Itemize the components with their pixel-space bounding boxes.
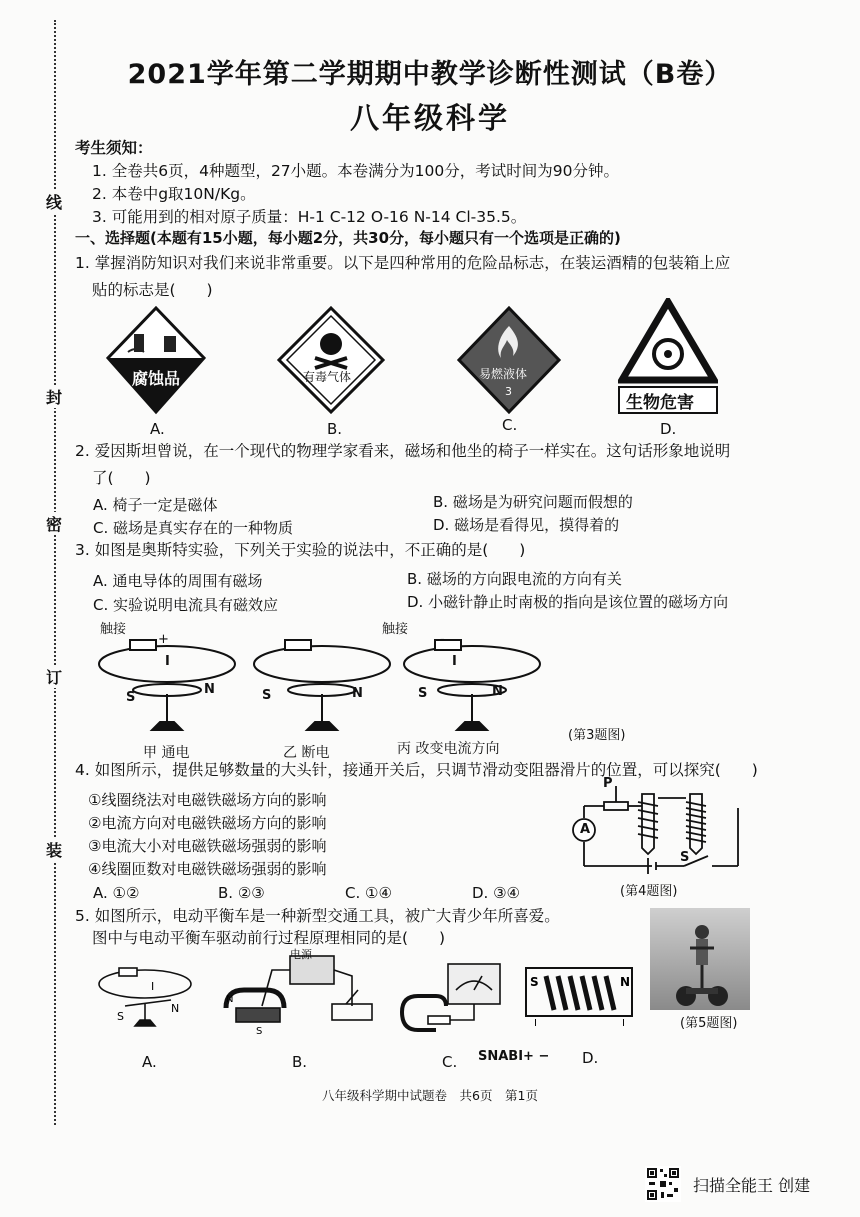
question-1-text: 贴的标志是( ): [92, 281, 213, 299]
statement-item: ④线圈匝数对电磁铁磁场强弱的影响: [88, 860, 327, 878]
notice-item: 2. 本卷中g取10N/Kg。: [92, 185, 256, 203]
fig-5a-oersted-icon: [95, 960, 195, 1030]
option-label: B.: [327, 420, 343, 438]
section-heading: 一、选择题(本题有15小题，每小题2分，共30分，每小题只有一个选项是正确的): [75, 229, 621, 247]
binding-char: 线: [42, 190, 66, 213]
figure-note: (第5题图): [680, 1016, 738, 1031]
figure-note: (第3题图): [568, 728, 626, 743]
figure-caption: 丙 改变电流方向: [397, 741, 500, 757]
option-label: B.: [292, 1053, 308, 1071]
option-label: C.: [502, 416, 518, 434]
balance-scooter-photo: [650, 908, 750, 1010]
question-1-text: 1. 掌握消防知识对我们来说非常重要。以下是四种常用的危险品标志，在装运酒精的包装箱上应: [75, 254, 731, 272]
question-5-text: 5. 如图所示，电动平衡车是一种新型交通工具，被广大青少年所喜爱。: [75, 907, 560, 925]
option: A. 椅子一定是磁体: [93, 496, 218, 514]
notice-item: 3. 可能用到的相对原子质量：H-1 C-12 O-16 N-14 Cl-35.5。: [92, 208, 527, 226]
option: A. ①②: [93, 884, 140, 902]
figure-label: N: [492, 684, 503, 699]
option: B. 磁场是为研究问题而假想的: [433, 493, 633, 511]
biohazard-sign-icon: [618, 298, 718, 386]
figure-label: A: [580, 822, 591, 837]
svg-text:N: N: [171, 1002, 180, 1015]
figure-label: I: [452, 654, 457, 669]
svg-text:N: N: [226, 994, 234, 1005]
option: C. 磁场是真实存在的一种物质: [93, 519, 294, 537]
figure-label: I: [165, 654, 170, 669]
sign-number: 3: [505, 385, 512, 398]
binding-char: 订: [42, 665, 66, 688]
figure-label: -: [440, 632, 445, 647]
option-label: D.: [582, 1049, 599, 1067]
option: B. ②③: [218, 884, 265, 902]
option: B. 磁场的方向跟电流的方向有关: [407, 570, 622, 588]
figure-label: 触接: [382, 622, 409, 637]
option-label: A.: [150, 420, 165, 438]
sign-label: 腐蚀品: [132, 369, 181, 388]
figure-label: +: [158, 632, 169, 647]
figure-note: (第4题图): [620, 884, 678, 899]
figure-label: S: [680, 850, 690, 865]
figure-caption: SNABI+ −: [478, 1049, 550, 1064]
page-footer: 八年级科学期中试题卷 共6页 第1页: [322, 1088, 538, 1103]
sign-label: 生物危害: [626, 393, 694, 413]
svg-text:S: S: [530, 975, 539, 989]
option: C. 实验说明电流具有磁效应: [93, 596, 279, 614]
figure-label: S: [126, 690, 136, 705]
binding-char: 密: [42, 512, 66, 535]
fig-5c-generator-icon: [396, 960, 506, 1040]
figure-caption: 乙 断电: [283, 745, 330, 761]
scanner-watermark: [645, 1166, 845, 1200]
corrosive-sign-icon: [106, 306, 206, 416]
question-5-text: 图中与电动平衡车驱动前行过程原理相同的是( ): [92, 929, 446, 947]
svg-text:N: N: [620, 975, 631, 989]
question-2-text: 了( ): [92, 469, 151, 487]
sign-label: 有毒气体: [303, 370, 352, 384]
svg-text:I: I: [534, 1018, 537, 1028]
exam-title: 2021学年第二学期期中教学诊断性测试（B卷）: [127, 59, 733, 90]
question-4-text: 4. 如图所示，提供足够数量的大头针，接通开关后，只调节滑动变阻器滑片的位置，可以探究( ): [75, 761, 758, 779]
exam-subtitle: 八年级科学: [349, 101, 510, 135]
balance-scooter-icon: [650, 908, 750, 1010]
option-label: A.: [142, 1053, 157, 1071]
notice-item: 1. 全卷共6页，4种题型，27小题。本卷满分为100分，考试时间为90分钟。: [92, 162, 619, 180]
notice-heading: 考生须知：: [75, 139, 153, 157]
svg-text:I: I: [151, 980, 155, 993]
figure-label: 电源: [290, 948, 312, 961]
option: D. 小磁针静止时南极的指向是该位置的磁场方向: [407, 593, 729, 611]
qr-code-icon: [645, 1166, 681, 1202]
electromagnet-circuit-figure: [572, 778, 742, 880]
scanner-label: 扫描全能王 创建: [693, 1176, 811, 1195]
binding-char: 装: [42, 838, 66, 861]
statement-item: ③电流大小对电磁铁磁场强弱的影响: [88, 837, 327, 855]
figure-label: N: [352, 686, 363, 701]
binding-char: 封: [42, 385, 66, 408]
svg-text:S: S: [117, 1010, 124, 1023]
fig-5d-coil-icon: [524, 966, 634, 1028]
svg-text:S: S: [256, 1026, 263, 1037]
sign-label: 易燃液体: [479, 367, 528, 381]
toxic-gas-sign-icon: [277, 306, 385, 414]
question-3-text: 3. 如图是奥斯特实验，下列关于实验的说法中，不正确的是( ): [75, 541, 526, 559]
option: D. ③④: [472, 884, 520, 902]
statement-item: ①线圈绕法对电磁铁磁场方向的影响: [88, 791, 327, 809]
statement-item: ②电流方向对电磁铁磁场方向的影响: [88, 814, 327, 832]
figure-label: 触接: [100, 622, 127, 637]
binding-line: [54, 20, 56, 1125]
option-label: C.: [442, 1053, 458, 1071]
figure-label: S: [418, 686, 428, 701]
figure-caption: 甲 通电: [143, 745, 190, 761]
option: C. ①④: [345, 884, 392, 902]
figure-label: N: [204, 682, 215, 697]
figure-label: P: [603, 776, 613, 791]
question-2-text: 2. 爱因斯坦曾说，在一个现代的物理学家看来，磁场和他坐的椅子一样实在。这句话形象地说明: [75, 442, 731, 460]
option-label: D.: [660, 420, 677, 438]
option: D. 磁场是看得见，摸得着的: [433, 516, 620, 534]
figure-label: S: [262, 688, 272, 703]
svg-text:I: I: [622, 1018, 625, 1028]
option: A. 通电导体的周围有磁场: [93, 572, 263, 590]
